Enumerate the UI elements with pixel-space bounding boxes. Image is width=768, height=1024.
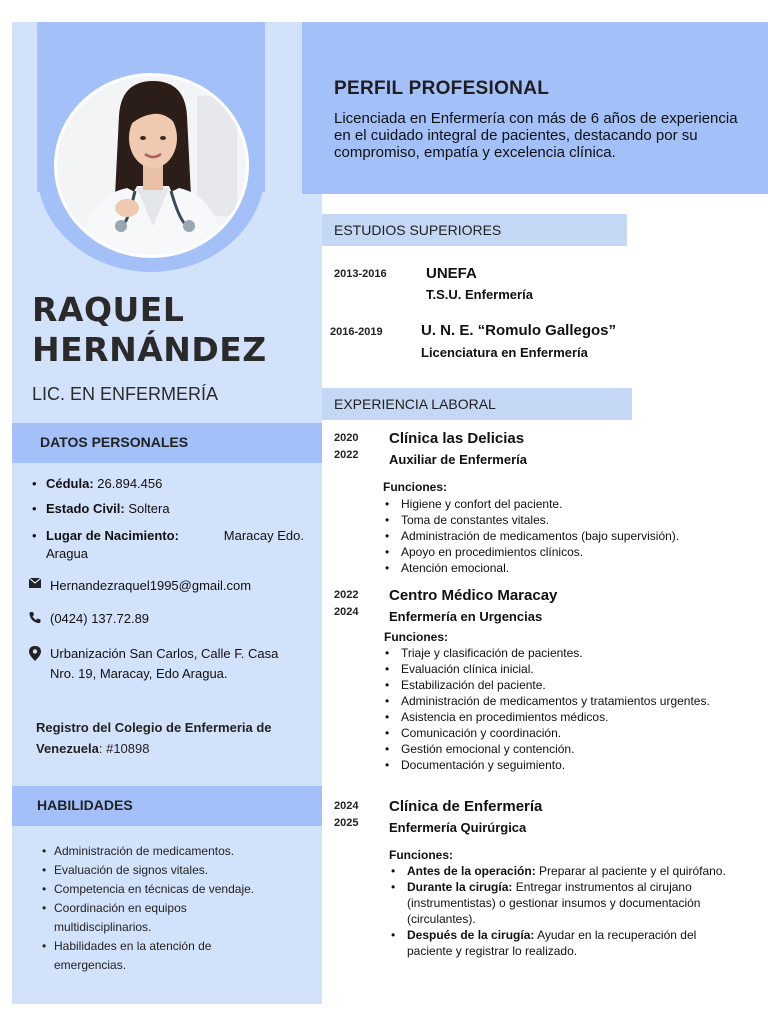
skills-list [42,842,312,975]
job-place: Clínica de Enfermería [389,798,543,815]
job-function-item: • Administración de medicamentos y tratamientos urgentes. [383,693,723,709]
cedula-value: 26.894.456 [93,476,163,491]
registry-label-2: Venezuela [36,741,99,756]
cedula-item [32,475,162,493]
job-function-item: • Documentación y seguimiento. [383,757,723,773]
education-institution: UNEFA [426,265,477,282]
function-phase-label: Después de la cirugía: [407,928,535,942]
location-pin-icon [28,646,42,661]
nursing-registry [36,717,272,759]
job-position: Auxiliar de Enfermería [389,452,527,467]
skills-title: HABILIDADES [37,797,133,813]
name-last: HERNÁNDEZ [32,330,267,369]
job-year-start: 2024 [334,800,359,812]
job-position: Enfermería Quirúrgica [389,820,527,835]
registry-number: : #10898 [98,741,150,756]
job-year-end: 2025 [334,817,359,829]
profile-title: PERFIL PROFESIONAL [334,78,550,99]
function-phase-label: Antes de la operación: [407,864,536,878]
civil-status-value: Soltera [124,501,170,516]
address-text [50,644,278,684]
job-function-item [389,863,739,879]
full-name [32,290,267,370]
job-year-start: 2022 [334,589,359,601]
profile-photo [54,73,249,258]
phone-icon [28,611,42,624]
phone-text[interactable]: (0424) 137.72.89 [50,611,150,626]
functions-label: Funciones: [383,480,448,494]
job-place: Centro Médico Maracay [389,587,558,604]
bullet-icon: • [32,528,37,543]
address-line-1: Urbanización San Carlos, Calle F. Casa [50,646,279,661]
skill-item: • Administración de medicamentos. [42,842,312,861]
job-year-start: 2020 [334,432,359,444]
job-function-item: • Administración de medicamentos (bajo supervisión). [383,528,743,544]
registry-label-1: Registro del Colegio de Enfermeria de [36,720,272,735]
job-function-item: • Triaje y clasificación de pacientes. [383,645,723,661]
education-years: 2013-2016 [334,268,387,280]
skill-item: • Coordinación en equipos multidisciplinarios. [42,899,242,937]
education-header [322,214,627,246]
functions-label: Funciones: [384,630,449,644]
education-degree: Licenciatura en Enfermería [421,345,588,360]
birthplace-item [32,527,304,563]
birthplace-value-1: Maracay Edo. [223,528,304,543]
function-phase-label: Durante la cirugía: [407,880,513,894]
bullet-icon: • [32,501,37,516]
job-year-end: 2022 [334,449,359,461]
job-functions-list [383,496,743,576]
job-function-item: • Atención emocional. [383,560,743,576]
address-line-2: Nro. 19, Maracay, Edo Aragua. [50,666,228,681]
job-function-item [389,879,739,927]
experience-header [322,388,632,420]
skill-item: • Evaluación de signos vitales. [42,861,312,880]
job-function-item: • Estabilización del paciente. [383,677,723,693]
job-functions-list [389,863,739,959]
job-functions-list [383,645,723,773]
name-first: RAQUEL [32,290,185,329]
job-year-end: 2024 [334,606,359,618]
education-institution: U. N. E. “Romulo Gallegos” [421,322,617,339]
birthplace-label: Lugar de Nacimiento: [46,528,179,543]
skill-item: • Competencia en técnicas de vendaje. [42,880,312,899]
profile-summary: Licenciada en Enfermería con más de 6 años de experiencia en el cuidado integral de pacientes, destacando por su compromiso, empatía y excelencia clínica. [334,110,738,161]
envelope-icon [28,578,42,588]
bullet-icon: • [32,476,37,491]
profile-panel [302,22,768,194]
job-function-item: • Asistencia en procedimientos médicos. [383,709,723,725]
job-place: Clínica las Delicias [389,430,525,447]
job-function-item [389,927,739,959]
function-phase-text: Ayudar en la recuperación del paciente y registrar lo realizado. [407,928,697,958]
job-function-item: • Evaluación clínica inicial. [383,661,723,677]
education-degree: T.S.U. Enfermería [426,287,533,302]
personal-data-title: DATOS PERSONALES [40,434,189,450]
experience-title: EXPERIENCIA LABORAL [334,396,496,412]
job-function-item: • Toma de constantes vitales. [383,512,743,528]
birthplace-value-2: Aragua [46,546,88,561]
function-phase-text: Entregar instrumentos al cirujano (instrumentistas) o gestionar insumos y documentación (circulantes). [407,880,701,926]
civil-status-item [32,500,170,518]
education-title: ESTUDIOS SUPERIORES [334,222,502,238]
personal-data-header [12,423,322,463]
job-position: Enfermería en Urgencias [389,609,543,624]
cedula-label: Cédula: [46,476,94,491]
skills-header [12,786,322,826]
nurse-portrait-image [57,76,246,255]
job-function-item: • Higiene y confort del paciente. [383,496,743,512]
education-years: 2016-2019 [330,326,383,338]
functions-label: Funciones: [389,848,454,862]
job-function-item: • Apoyo en procedimientos clínicos. [383,544,743,560]
job-role: LIC. EN ENFERMERÍA [32,384,219,404]
civil-status-label: Estado Civil: [46,501,125,516]
job-function-item: • Comunicación y coordinación. [383,725,723,741]
email-text[interactable]: Hernandezraquel1995@gmail.com [50,578,252,593]
skill-item: • Habilidades en la atención de emergencias. [42,937,242,975]
function-phase-text: Preparar al paciente y el quirófano. [535,864,726,878]
job-function-item: • Gestión emocional y contención. [383,741,723,757]
